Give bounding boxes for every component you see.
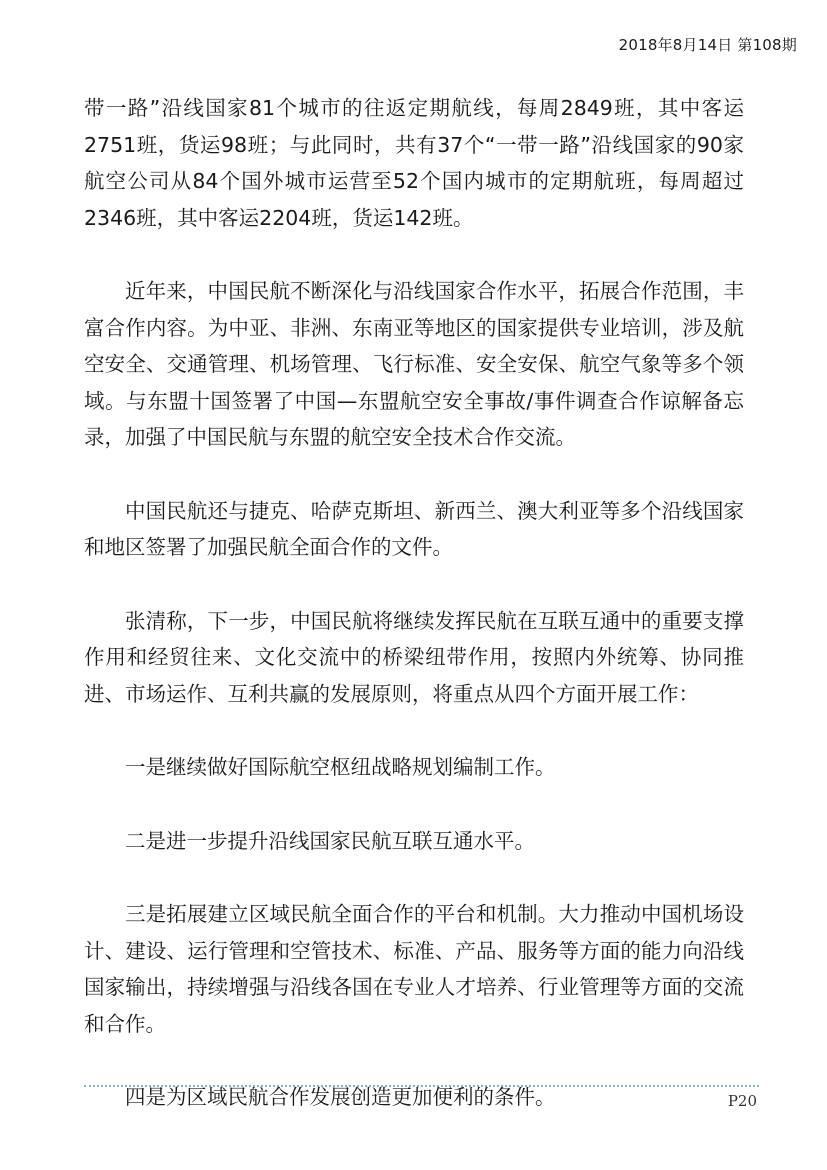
- article-paragraph-2: 近年来，中国民航不断深化与沿线国家合作水平，拓展合作范围，丰富合作内容。为中亚、非洲、东南亚等地区的国家提供专业培训，涉及航空安全、交通管理、机场管理、飞行标准、安全安保、航空气象等多个领域。与东盟十国签署了中国—东盟航空安全事故/事件调查合作谅解备忘录，加强了中国民航与东盟的航空安全技术合作交流。: [84, 279, 744, 449]
- article-paragraph-5: 一是继续做好国际航空枢纽战略规划编制工作。: [125, 755, 556, 779]
- article-body: [84, 90, 744, 1153]
- page-number: P20: [727, 1092, 757, 1110]
- article-paragraph-8: 四是为区域民航合作发展创造更加便利的条件。: [125, 1085, 556, 1109]
- article-paragraph-1: 带一路”沿线国家81个城市的往返定期航线，每周2849班，其中客运2751班，货运98班；与此同时，共有37个“一带一路”沿线国家的90家航空公司从84个国外城市运营至52个国内城市的定期航班，每周超过2346班，其中客运2204班，货运142班。: [84, 96, 744, 230]
- article-paragraph-6: 二是进一步提升沿线国家民航互联互通水平。: [125, 828, 535, 853]
- article-paragraph-3: 中国民航还与捷克、哈萨克斯坦、新西兰、澳大利亚等多个沿线国家和地区签署了加强民航全面合作的文件。: [84, 498, 744, 559]
- footer-divider: [84, 1085, 759, 1087]
- issue-date-header: 2018年8月14日 第108期: [618, 36, 797, 54]
- article-paragraph-7: 三是拓展建立区域民航全面合作的平台和机制。大力推动中国机场设计、建设、运行管理和空管技术、标准、产品、服务等方面的能力向沿线国家输出，持续增强与沿线各国在专业人才培养、行业管理等方面的交流和合作。: [84, 902, 744, 1036]
- article-paragraph-4: 张清称，下一步，中国民航将继续发挥民航在互联互通中的重要支撑作用和经贸往来、文化交流中的桥梁纽带作用，按照内外统筹、协同推进、市场运作、互利共赢的发展原则，将重点从四个方面开展工作：: [84, 608, 744, 706]
